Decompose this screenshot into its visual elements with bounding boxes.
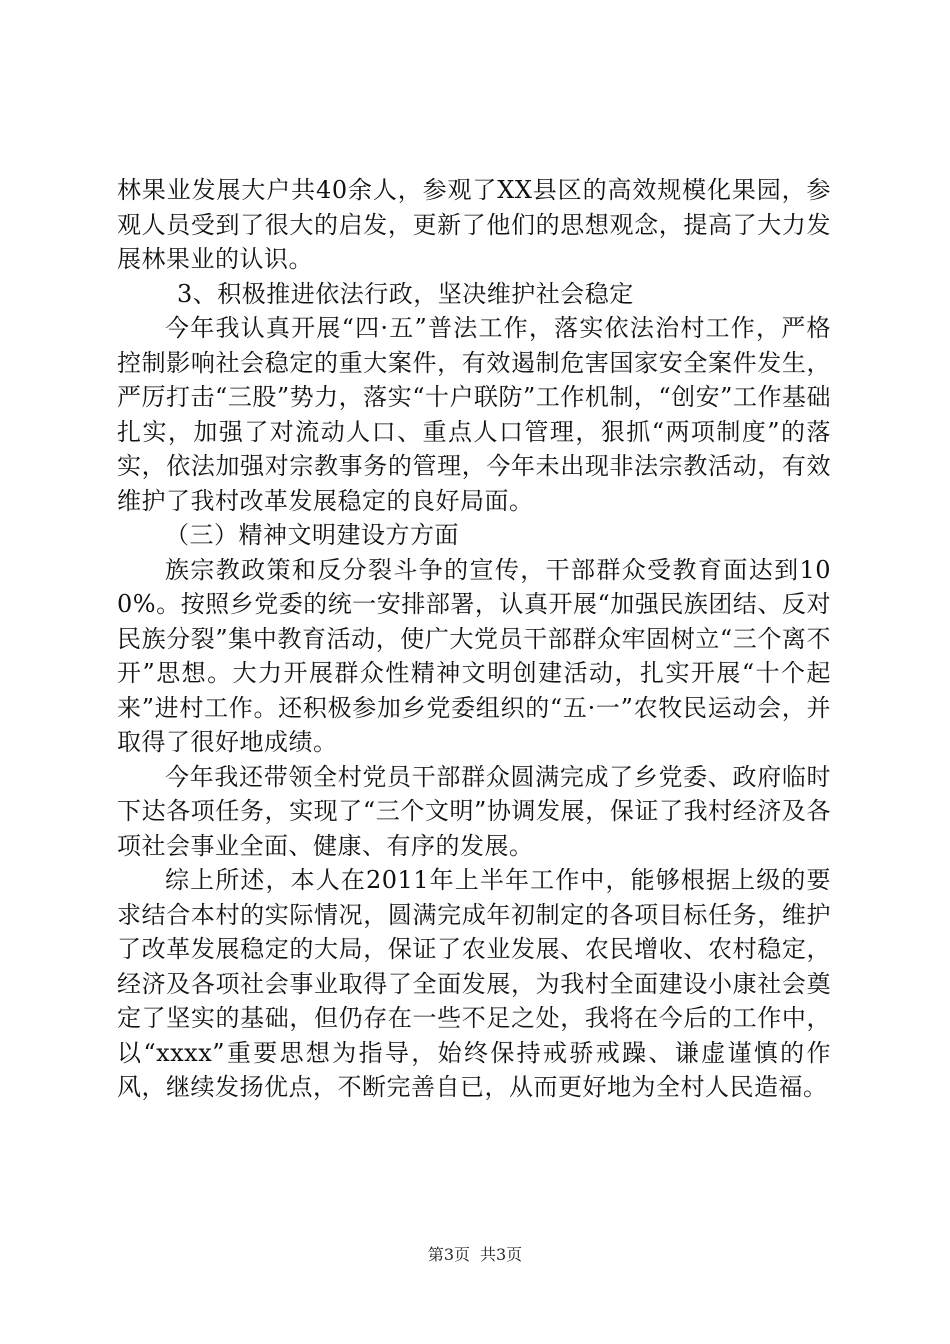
paragraph-continued: 林果业发展大户共40余人，参观了XX县区的高效规模化果园，参观人员受到了很大的启发，更新了他们的思想观念，提高了大力发展林果业的认识。 [117,176,831,273]
document-body [117,173,831,1105]
paragraph-tasks: 今年我还带领全村党员干部群众圆满完成了乡党委、政府临时下达各项任务，实现了“三个文明”协调发展，保证了我村经济及各项社会事业全面、健康、有序的发展。 [117,762,831,860]
section-heading-spiritual-civilization: （三）精神文明建设方方面 [165,521,459,549]
page-total: 共3页 [480,1245,523,1264]
section-heading-3: 3、积极推进依法行政，坚决维护社会稳定 [177,279,634,308]
paragraph-ethnic-policy: 族宗教政策和反分裂斗争的宣传，干部群众受教育面达到100%。按照乡党委的统一安排部署，认真开展“加强民族团结、反对民族分裂”集中教育活动，使广大党员干部群众牢固树立“三个离不开”思想。大力开展群众性精神文明创建活动，扎实开展“十个起来”进村工作。还积极参加乡党委组织的“五·一”农牧民运动会，并取得了很好地成绩。 [117,555,831,756]
page-number: 第3页 [427,1245,470,1264]
paragraph-rule-of-law: 今年我认真开展“四·五”普法工作，落实依法治村工作，严格控制影响社会稳定的重大案件，有效遏制危害国家安全案件发生，严厉打击“三股”势力，落实“十户联防”工作机制，“创安”工作基础扎实，加强了对流动人口、重点人口管理，狠抓“两项制度”的落实，依法加强对宗教事务的管理，今年未出现非法宗教活动，有效维护了我村改革发展稳定的良好局面。 [117,314,831,515]
page-footer [0,1245,950,1265]
paragraph-summary: 综上所述，本人在2011年上半年工作中，能够根据上级的要求结合本村的实际情况，圆满完成年初制定的各项目标任务，维护了改革发展稳定的大局，保证了农业发展、农民增收、农村稳定，经济及各项社会事业取得了全面发展，为我村全面建设小康社会奠定了坚实的基础，但仍存在一些不足之处，我将在今后的工作中，以“xxxx”重要思想为指导，始终保持戒骄戒躁、谦虚谨慎的作风，继续发扬优点，不断完善自已，从而更好地为全村人民造福。 [117,866,831,1101]
